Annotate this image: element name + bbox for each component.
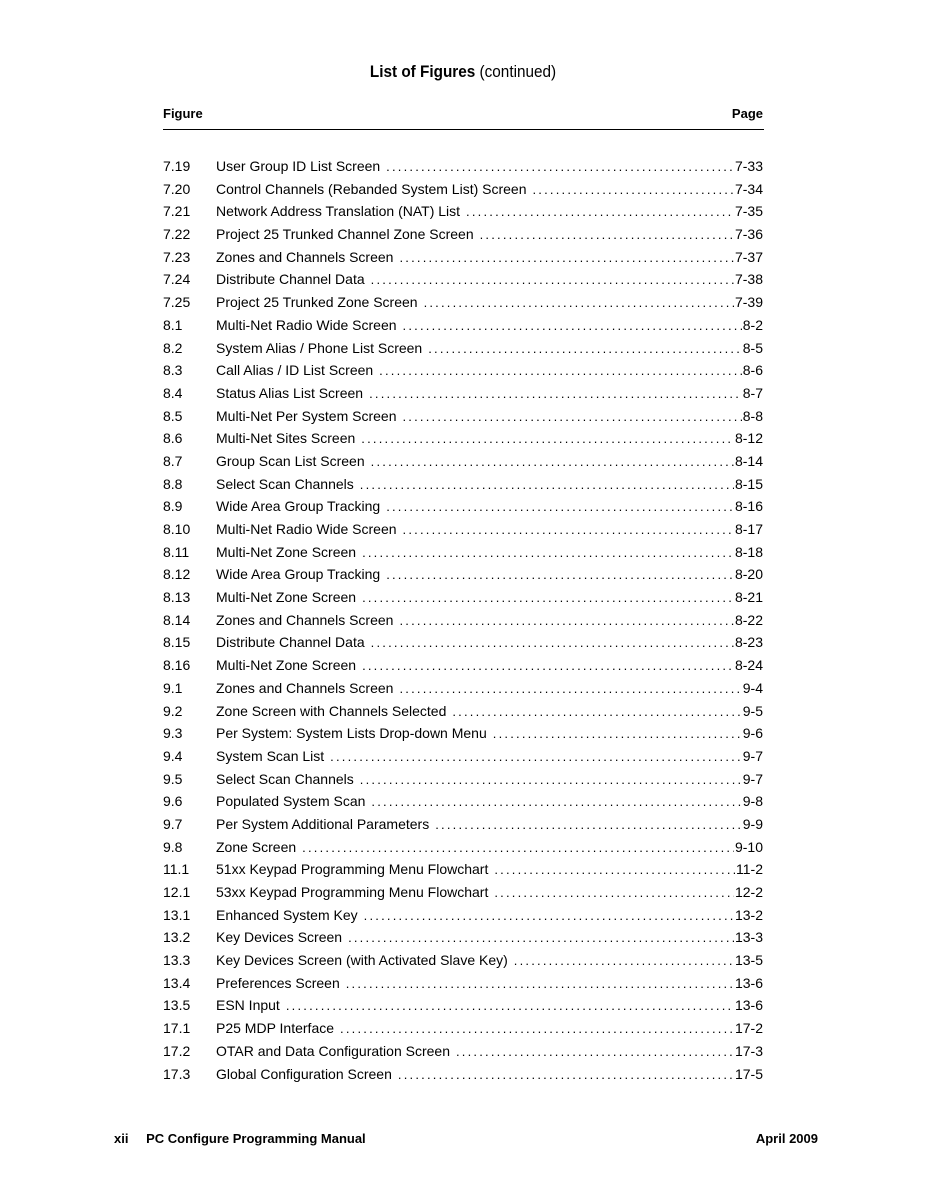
figure-title: 53xx Keypad Programming Menu Flowchart xyxy=(216,884,489,900)
figure-number: 13.1 xyxy=(163,906,191,923)
dot-leader xyxy=(399,681,741,696)
dot-leader xyxy=(494,862,735,877)
dot-leader xyxy=(371,635,734,650)
figure-entry[interactable] xyxy=(163,975,763,998)
figure-page: 9-10 xyxy=(734,838,763,855)
figure-entry[interactable] xyxy=(163,952,763,975)
figure-entry[interactable] xyxy=(163,340,763,363)
figure-page: 8-15 xyxy=(734,475,763,492)
figure-entry[interactable] xyxy=(163,793,763,816)
figure-number: 8.10 xyxy=(163,521,191,537)
dot-leader xyxy=(360,772,742,787)
dot-leader xyxy=(386,499,734,514)
dot-leader xyxy=(399,250,734,265)
figure-page: 8-18 xyxy=(734,543,763,560)
dot-leader xyxy=(379,363,742,378)
figure-page: 9-8 xyxy=(742,793,763,810)
figure-entry[interactable] xyxy=(163,385,763,408)
figure-entry[interactable] xyxy=(163,203,763,226)
dot-leader xyxy=(424,295,734,310)
figure-title: Zones and Channels Screen xyxy=(216,611,394,628)
figure-entry[interactable] xyxy=(163,544,763,567)
figure-page: 13-5 xyxy=(734,952,763,969)
figure-number: 9.2 xyxy=(163,702,183,719)
figure-page: 8-6 xyxy=(742,362,763,379)
figure-page: 13-3 xyxy=(734,929,763,946)
dot-leader xyxy=(371,272,734,287)
figure-number: 7.24 xyxy=(163,271,191,288)
figure-title: Multi-Net Per System Screen xyxy=(216,407,397,424)
figure-entry[interactable] xyxy=(163,498,763,521)
figure-number: 8.9 xyxy=(163,498,183,515)
figure-entry[interactable] xyxy=(163,929,763,952)
figure-title: Global Configuration Screen xyxy=(216,1065,392,1082)
figure-number: 8.3 xyxy=(163,362,183,379)
figure-title: Select Scan Channels xyxy=(216,475,354,492)
figure-title: Multi-Net Zone Screen xyxy=(216,543,357,560)
figure-page: 8-21 xyxy=(734,589,763,606)
figure-entry[interactable] xyxy=(163,839,763,862)
figure-title: Distribute Channel Data xyxy=(216,271,365,288)
figure-number: 9.6 xyxy=(163,793,183,810)
figure-page: 13-6 xyxy=(734,974,763,991)
figure-page: 7-33 xyxy=(734,158,763,174)
figure-title: Group Scan List Screen xyxy=(216,452,365,469)
figure-entry[interactable] xyxy=(163,1043,763,1066)
figure-title: Select Scan Channels xyxy=(216,770,354,787)
figure-entry[interactable] xyxy=(163,1020,763,1043)
figure-entry[interactable] xyxy=(163,453,763,476)
dot-leader xyxy=(386,159,734,174)
figure-number: 8.2 xyxy=(163,339,183,356)
figure-title: Key Devices Screen (with Activated Slave Key) xyxy=(216,952,508,969)
figure-title: User Group ID List Screen xyxy=(216,158,381,174)
figure-title: Per System Additional Parameters xyxy=(216,815,430,832)
figure-number: 8.8 xyxy=(163,475,183,492)
figure-entry[interactable] xyxy=(163,861,763,884)
figure-number: 12.1 xyxy=(163,884,191,900)
figure-number: 13.4 xyxy=(163,974,191,991)
figure-title: Zones and Channels Screen xyxy=(216,679,394,696)
footer-page-number: xii xyxy=(114,1131,129,1146)
figure-title: Enhanced System Key xyxy=(216,906,358,923)
dot-leader xyxy=(371,794,741,809)
figure-entry[interactable] xyxy=(163,884,763,907)
figure-number: 9.4 xyxy=(163,747,183,764)
dot-leader xyxy=(362,658,734,673)
figure-title: Status Alias List Screen xyxy=(216,384,364,401)
figure-page: 8-12 xyxy=(734,430,763,447)
figure-page: 8-23 xyxy=(734,634,763,651)
figure-title: Wide Area Group Tracking xyxy=(216,566,381,583)
figure-number: 8.1 xyxy=(163,316,183,333)
figure-number: 11.1 xyxy=(163,861,190,878)
figure-number: 7.20 xyxy=(163,180,191,197)
figure-entry[interactable] xyxy=(163,430,763,453)
figure-title: Multi-Net Sites Screen xyxy=(216,430,356,447)
dot-leader xyxy=(494,885,734,900)
dot-leader xyxy=(493,726,742,741)
figure-title: OTAR and Data Configuration Screen xyxy=(216,1042,450,1059)
figure-page: 7-34 xyxy=(734,180,763,197)
figure-number: 13.5 xyxy=(163,997,191,1014)
dot-leader xyxy=(435,817,742,832)
figure-title: Call Alias / ID List Screen xyxy=(216,362,374,379)
dot-leader xyxy=(398,1067,734,1082)
page-column-header: Page xyxy=(731,106,763,121)
figure-page: 7-35 xyxy=(734,203,763,220)
dot-leader xyxy=(346,976,734,991)
figure-page: 9-9 xyxy=(742,815,763,832)
figure-page: 8-2 xyxy=(742,316,763,333)
figure-number: 17.1 xyxy=(163,1020,191,1037)
figure-title: Populated System Scan xyxy=(216,793,366,810)
figure-title: 51xx Keypad Programming Menu Flowchart xyxy=(216,861,489,878)
dot-leader xyxy=(403,318,742,333)
figure-number: 9.1 xyxy=(163,679,183,696)
figure-entry[interactable] xyxy=(163,703,763,726)
dot-leader xyxy=(480,227,734,242)
dot-leader xyxy=(403,522,734,537)
figure-number: 8.15 xyxy=(163,634,191,651)
figure-entry[interactable] xyxy=(163,657,763,680)
dot-leader xyxy=(362,590,734,605)
figure-page: 9-7 xyxy=(742,770,763,787)
figure-number: 8.4 xyxy=(163,384,183,401)
dot-leader xyxy=(403,409,742,424)
figure-title: Distribute Channel Data xyxy=(216,634,365,651)
dot-leader xyxy=(340,1021,734,1036)
figure-title: Control Channels (Rebanded System List) Screen xyxy=(216,180,527,197)
figure-title: Multi-Net Radio Wide Screen xyxy=(216,316,397,333)
figure-title: Per System: System Lists Drop-down Menu xyxy=(216,725,487,742)
dot-leader xyxy=(362,545,734,560)
dot-leader xyxy=(533,182,734,197)
dot-leader xyxy=(286,998,734,1013)
dot-leader xyxy=(361,431,734,446)
figure-page: 17-2 xyxy=(734,1020,763,1037)
figure-title: Multi-Net Radio Wide Screen xyxy=(216,521,397,537)
figure-page: 17-3 xyxy=(734,1042,763,1059)
figure-number: 17.2 xyxy=(163,1042,191,1059)
dot-leader xyxy=(364,908,734,923)
figure-number: 7.22 xyxy=(163,226,191,243)
dot-leader xyxy=(330,749,742,764)
figure-entry[interactable] xyxy=(163,907,763,930)
figure-list xyxy=(163,158,763,1088)
figure-page: 7-36 xyxy=(734,226,763,243)
figure-entry[interactable] xyxy=(163,771,763,794)
figure-page: 11-2 xyxy=(736,861,763,878)
figure-entry[interactable] xyxy=(163,997,763,1020)
figure-page: 12-2 xyxy=(734,884,763,900)
figure-number: 9.5 xyxy=(163,770,183,787)
dot-leader xyxy=(466,204,734,219)
footer-date: April 2009 xyxy=(755,1131,818,1146)
figure-title: P25 MDP Interface xyxy=(216,1020,335,1037)
figure-title: Multi-Net Zone Screen xyxy=(216,657,357,674)
dot-leader xyxy=(348,930,734,945)
figure-title: Key Devices Screen xyxy=(216,929,343,946)
figure-entry[interactable] xyxy=(163,680,763,703)
figure-entry[interactable] xyxy=(163,226,763,249)
figure-entry[interactable] xyxy=(163,612,763,635)
dot-leader xyxy=(428,341,742,356)
figure-title: Preferences Screen xyxy=(216,974,340,991)
dot-leader xyxy=(386,567,734,582)
figure-title: Wide Area Group Tracking xyxy=(216,498,381,515)
figure-title: Project 25 Trunked Channel Zone Screen xyxy=(216,226,474,243)
figure-title: System Alias / Phone List Screen xyxy=(216,339,423,356)
dot-leader xyxy=(514,953,734,968)
dot-leader xyxy=(452,704,741,719)
figure-number: 9.8 xyxy=(163,838,183,855)
figure-title: System Scan List xyxy=(216,747,325,764)
figure-title: ESN Input xyxy=(216,997,280,1014)
footer-left xyxy=(114,1131,366,1146)
figure-entry[interactable] xyxy=(163,317,763,340)
figure-entry[interactable] xyxy=(163,748,763,771)
figure-number: 8.11 xyxy=(163,543,190,560)
figure-page: 7-38 xyxy=(734,271,763,288)
figure-entry[interactable] xyxy=(163,476,763,499)
figure-entry[interactable] xyxy=(163,181,763,204)
figure-title: Zones and Channels Screen xyxy=(216,248,394,265)
figure-column-header: Figure xyxy=(163,106,203,121)
figure-number: 7.23 xyxy=(163,248,191,265)
figure-number: 8.14 xyxy=(163,611,191,628)
figure-number: 7.19 xyxy=(163,158,191,174)
page-title-main: List of Figures xyxy=(369,62,476,81)
figure-number: 8.5 xyxy=(163,407,183,424)
figure-number: 8.13 xyxy=(163,589,191,606)
figure-page: 8-20 xyxy=(734,566,763,583)
figure-page: 13-6 xyxy=(734,997,763,1014)
page-title-suffix: (continued) xyxy=(479,62,557,81)
figure-title: Multi-Net Zone Screen xyxy=(216,589,357,606)
figure-number: 9.3 xyxy=(163,725,183,742)
figure-page: 9-4 xyxy=(742,679,763,696)
figure-number: 13.3 xyxy=(163,952,191,969)
dot-leader xyxy=(371,454,734,469)
figure-page: 8-17 xyxy=(734,521,763,537)
figure-entry[interactable] xyxy=(163,158,763,181)
figure-entry[interactable] xyxy=(163,589,763,612)
dot-leader xyxy=(360,477,734,492)
figure-title: Project 25 Trunked Zone Screen xyxy=(216,294,418,311)
figure-entry[interactable] xyxy=(163,566,763,589)
figure-number: 8.16 xyxy=(163,657,191,674)
figure-title: Network Address Translation (NAT) List xyxy=(216,203,461,220)
dot-leader xyxy=(399,613,734,628)
figure-number: 8.6 xyxy=(163,430,183,447)
figure-number: 17.3 xyxy=(163,1065,191,1082)
figure-entry[interactable] xyxy=(163,1066,763,1089)
dot-leader xyxy=(302,840,734,855)
figure-entry[interactable] xyxy=(163,408,763,431)
figure-entry[interactable] xyxy=(163,294,763,317)
page-title xyxy=(46,62,879,82)
figure-page: 8-8 xyxy=(742,407,763,424)
figure-number: 7.21 xyxy=(163,203,191,220)
figure-entry[interactable] xyxy=(163,634,763,657)
figure-page: 8-5 xyxy=(742,339,763,356)
dot-leader xyxy=(369,386,742,401)
figure-page: 7-37 xyxy=(734,248,763,265)
figure-page: 8-24 xyxy=(734,657,763,674)
figure-entry[interactable] xyxy=(163,816,763,839)
figure-number: 8.7 xyxy=(163,452,183,469)
figure-page: 9-5 xyxy=(742,702,763,719)
figure-page: 9-6 xyxy=(742,725,763,742)
figure-page: 17-5 xyxy=(734,1065,763,1082)
footer-manual-title: PC Configure Programming Manual xyxy=(146,1131,366,1146)
figure-entry[interactable] xyxy=(163,249,763,272)
header-divider xyxy=(163,129,764,130)
figure-page: 8-7 xyxy=(742,384,763,401)
figure-entry[interactable] xyxy=(163,521,763,544)
figure-page: 9-7 xyxy=(742,747,763,764)
figure-number: 13.2 xyxy=(163,929,191,946)
figure-entry[interactable] xyxy=(163,725,763,748)
figure-page: 13-2 xyxy=(734,906,763,923)
figure-entry[interactable] xyxy=(163,362,763,385)
figure-title: Zone Screen with Channels Selected xyxy=(216,702,447,719)
figure-number: 7.25 xyxy=(163,294,191,311)
figure-page: 8-22 xyxy=(734,611,763,628)
figure-page: 8-14 xyxy=(734,452,763,469)
dot-leader xyxy=(456,1044,734,1059)
figure-page: 7-39 xyxy=(734,294,763,311)
figure-number: 8.12 xyxy=(163,566,191,583)
figure-title: Zone Screen xyxy=(216,838,297,855)
figure-entry[interactable] xyxy=(163,271,763,294)
figure-page: 8-16 xyxy=(734,498,763,515)
figure-number: 9.7 xyxy=(163,815,183,832)
